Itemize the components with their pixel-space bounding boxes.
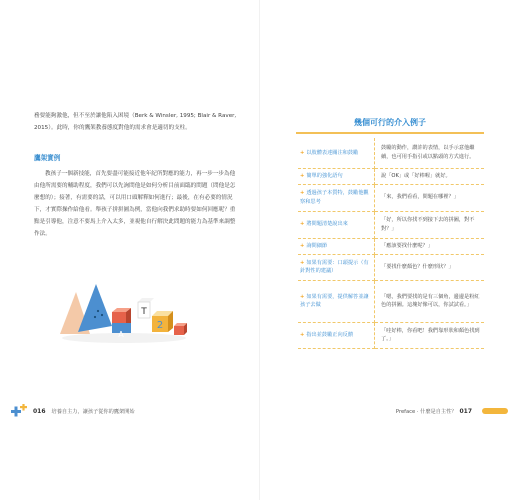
dot [101, 314, 103, 316]
block-red-small [174, 323, 187, 335]
examples-table [298, 138, 484, 349]
block-2-number: 2 [156, 320, 164, 331]
running-footer: 培養自主力，讓孩子從你的鷹架開始 [51, 408, 135, 415]
table-row [298, 184, 484, 211]
block-t [138, 298, 154, 318]
block-t-letter: T [141, 307, 147, 317]
bullet-icon: + [300, 242, 305, 249]
row-label: 簡單的強化語句 [306, 172, 343, 179]
row-label: 指出並鼓勵正向反饋 [306, 331, 354, 338]
table-row [298, 254, 484, 280]
bullet-icon: + [300, 259, 305, 266]
row-label: 以肢體表達關注和鼓勵 [306, 149, 359, 156]
pyramid-blue [78, 284, 112, 332]
plus-decoration-icon [8, 404, 30, 418]
table-row [298, 280, 484, 322]
dot [97, 310, 99, 312]
bullet-icon: + [300, 149, 305, 156]
row-example: 「嗯，我們要找的是有三個角，邊邊是粉紅色的拼圖。這塊好像可以，你試試看。」 [375, 280, 485, 322]
table-row [298, 238, 484, 254]
row-label: 詢問細節 [306, 242, 328, 249]
bullet-icon: + [300, 293, 305, 300]
row-label: 如果有需要，提供解答並讓孩子去做 [300, 293, 369, 308]
bullet-icon: + [300, 221, 305, 228]
row-example: 說「OK」或「好棒喔」就好。 [375, 168, 485, 184]
row-example: 「哇好棒，你看吧！我們靠形狀和顏色找到了。」 [375, 322, 485, 348]
right-footer [396, 404, 508, 418]
bullet-icon: + [300, 172, 305, 179]
shadow [62, 333, 186, 343]
row-label: 透過孩子本質特，鼓勵他觀察和思考 [300, 190, 369, 205]
section-heading: 鷹架實例 [34, 154, 61, 162]
table-row [298, 138, 484, 168]
footer-accent-bar [482, 408, 508, 414]
paragraph-intro: 務要能夠激他，但不至於讓他陷入困境（Berk & Winsler, 1995; Blair & Raver, 2015）。此時，你的鷹架教養態度對他的需求會是適切的支柱。 [34, 113, 237, 131]
row-example: 鼓勵的動作，讚許的表情，以手示意他繼續，也可用手指引或以點頭的方式進行。 [375, 138, 485, 168]
dot [94, 316, 96, 318]
row-example: 「好，所以你找不到接下去的拼圖，對不對？」 [375, 211, 485, 238]
table-top-rule [296, 132, 484, 134]
table-row [298, 322, 484, 348]
row-label: 如果有需要：口頭提示（有針對性的建議） [300, 259, 369, 274]
bullet-icon: + [300, 190, 305, 196]
paragraph-body: 教孩子一個新技能，首先要盡可能接近他年紀所對應的能力，再一步一步為他由他所需要的輔助程度，我們可以先詢問他是如何分析目前面臨的問題（問他是怎麼想的）；接著，有需要的話，可以用口頭解釋如何進行；最後，在有必要的情況下，才實際操作給他看。舉孩子拼拼圖為例，當他向我們求助時要如何回應呢？重點是引導他，注意不要馬上介入太多，並視他自行解決此問題的能力為基準來調整作法。 [34, 171, 236, 237]
row-example: 「要找什麼顏色？什麼形狀？」 [375, 254, 485, 280]
row-example: 「來，我們看看，問題在哪裡？」 [375, 184, 485, 211]
table-title: 幾個可行的介入例子 [354, 118, 426, 127]
table-row [298, 168, 484, 184]
page-number: 016 [33, 407, 46, 415]
bullet-icon: + [300, 331, 305, 338]
right-page [260, 0, 520, 500]
left-footer [8, 404, 135, 418]
row-label: 將問題清楚說出來 [306, 221, 348, 228]
running-footer: Preface · 什麼是自主性？ [395, 408, 457, 415]
blocks-illustration [54, 276, 194, 346]
page-number: 017 [459, 407, 472, 415]
block-a-letter: A [118, 330, 124, 339]
table-row [298, 211, 484, 238]
row-example: 「應該要找什麼呢？」 [375, 238, 485, 254]
block-2 [152, 311, 173, 332]
